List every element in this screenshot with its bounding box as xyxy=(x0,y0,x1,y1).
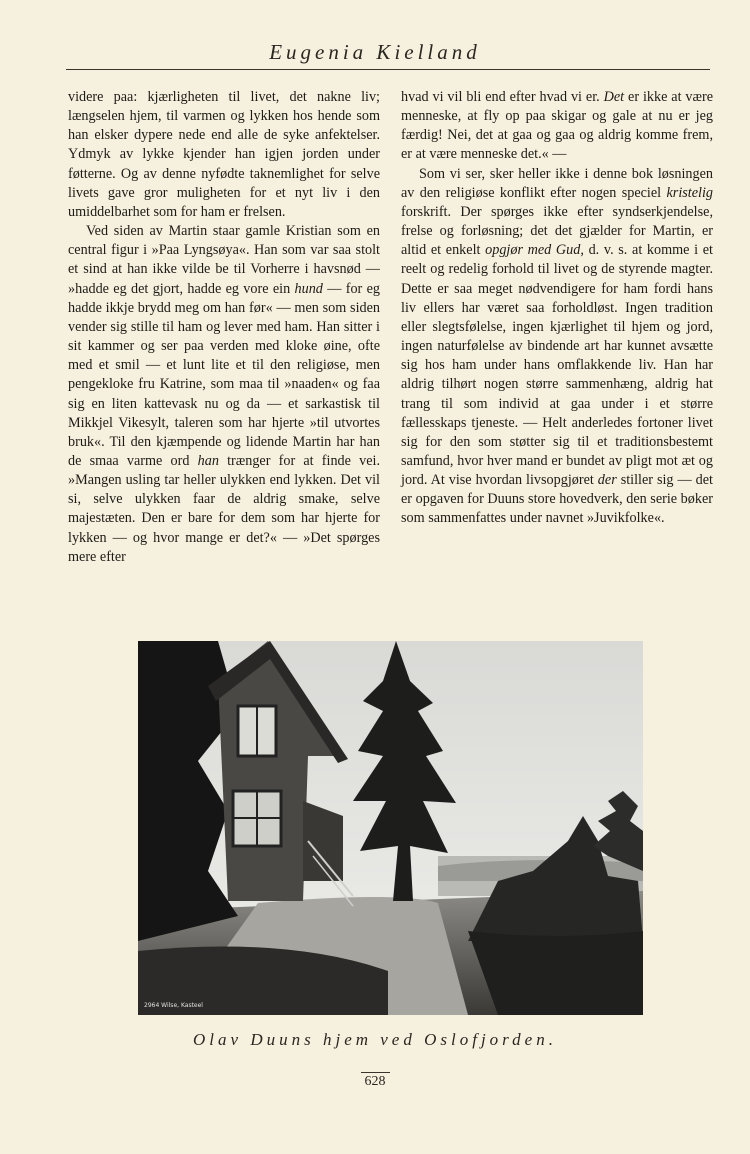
text-run: stiller sig — det er opgaven for Duuns store hovedverk, den serie bøker som sammenfattes under navnet »Juvikfolke«. xyxy=(401,472,713,527)
text-run: — for eg hadde ikkje brydd meg om han før« — men som siden vender sig stille til ham og lever med ham. Han sitter i sit kammer og ser paa verden med kloke øine, ofte med et smil — et lunt lite et til den religiøse, men pengekloke fru Katrine, som maa til »naaden« og faa sig en liten kattevask nu og da — et sarkastisk til Mikkjel Vikesylt, taleren som har hjerte »til utvortes bruk«. Til den kjæmpende og lidende Martin har han de smaa varme ord xyxy=(68,280,381,469)
left-column xyxy=(68,88,380,567)
italic-run: opgjør med Gud, xyxy=(485,242,584,259)
text-run: Ved siden av Martin staar gamle Kristian som en central figur i »Paa Lyngsøya«. Han som var saa stolt et sind at han ikke vilde be til Vorherre i havsnød — »hadde eg det gjort, hadde eg vore ein xyxy=(68,223,380,297)
paragraph xyxy=(401,88,713,165)
italic-run: Det xyxy=(603,89,625,105)
page-number xyxy=(0,1072,750,1090)
italic-run: kristelig xyxy=(666,184,713,201)
italic-run: der xyxy=(597,472,617,489)
italic-run: hund xyxy=(294,280,323,297)
figure-caption: Olav Duuns hjem ved Oslofjorden. xyxy=(193,1030,557,1049)
text-run: hvad vi vil bli end efter hvad vi er. xyxy=(401,89,604,105)
page-number-label: 628 xyxy=(361,1072,390,1090)
italic-run: han xyxy=(197,452,219,469)
header-rule xyxy=(66,69,710,70)
text-run: Som vi ser, sker heller ikke i denne bok løsningen av den religiøse konflikt efter nogen speciel xyxy=(401,165,713,201)
text-run: forskrift. Der spørges ikke efter syndserkjendelse, frelse og forløsning; det det gjælder for Martin, er altid et enkelt xyxy=(401,203,713,259)
text-run: videre paa: kjærligheten til livet, det nakne liv; længselen hjem, til varmen og lykken hos hende som han elsker dypere nede end alle de syke anfektelser. Ydmyk av lykke kjender han igjen jorden under føtterne. Og av denne nyfødte taknemlighet for selve livets gave gror muligheten for et nyt liv i den umiddelbarhet som for ham er frelsen. xyxy=(68,89,380,220)
text-run: trænger for at finde vei. »Mangen usling tar heller ulykken end lykken. Det vil si, selve ulykken faar de aldrig smake, selve majestæten. Den er bare for dem som har hjerte for lykken — og hvor mange er det?« — »Det spørges mere efter xyxy=(68,452,380,565)
house-photograph xyxy=(138,641,643,1015)
paragraph xyxy=(401,165,713,529)
text-run: er ikke at være menneske, at fly op paa skigar og gale at nu er jeg færdig! Nei, det at gaa og gaa og aldrig komme frem, er at være menneske det.« — xyxy=(401,89,714,163)
paragraph xyxy=(68,222,380,567)
text-run: d. v. s. at komme i et reelt og redelig forhold til livet og de styrende magter. Dette er saa meget nødvendigere for ham fordi hans liv ellers har været saa forholdløst. Ingen tradition eller slegtsfølelse, ingen kjærlighet til hjem og jord, ingen naturfølelse av bindende art har kunnet avsætte sig hos ham under hans omflakkende liv. Han har aldrig tilhørt nogen større sammenhæng, aldrig hat trang til som individ at gaa under i et større fællesskaps tjeneste. — Helt anderledes fortoner livet sig for den som støtter sig til et traditionsbestemt samfund, hvor hver mand er bundet av pligt mot æt og jord. At vise hvordan livsopgjøret xyxy=(401,242,713,489)
photo-illustration xyxy=(138,641,643,1015)
paragraph xyxy=(68,88,380,222)
right-column xyxy=(401,88,713,529)
photo-stamp: 2964 Wilse, Kasteel xyxy=(144,1002,203,1009)
running-header: Eugenia Kielland xyxy=(269,40,481,64)
